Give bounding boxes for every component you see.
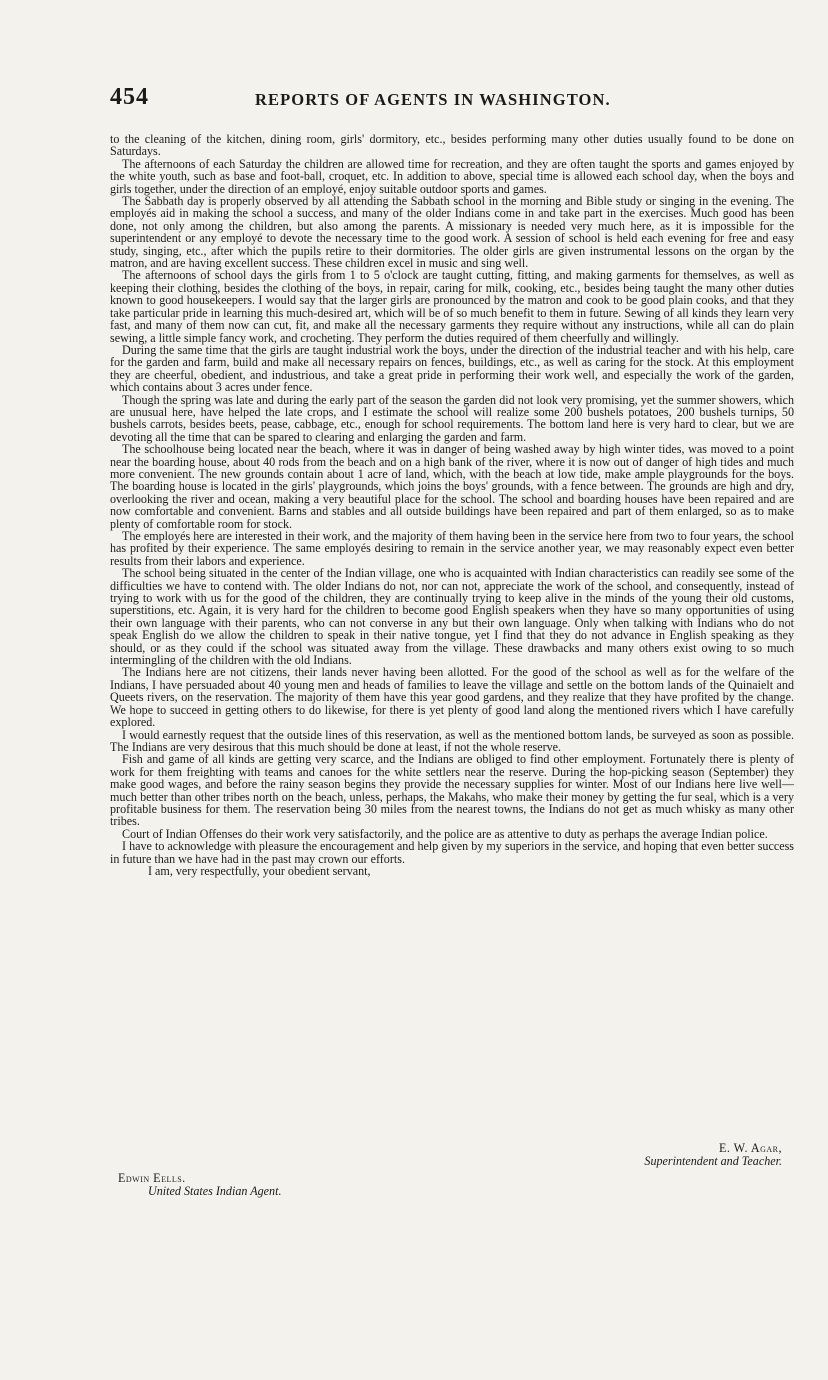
- paragraph: The schoolhouse being located near the beach, where it was in danger of being washed away by high winter tides, was moved to a point near the boarding house, about 40 rods from the beach and on a high bank of the river, where it is now out of danger of high tides and much more convenient. The new grounds contain about 1 acre of land, which, with the beach at low tide, make ample playgrounds for the boys. The boarding house is located in the girls' playgrounds, which joins the boys' grounds, with a fence between. The grounds are high and dry, overlooking the river and ocean, making a very beautiful place for the school. The school and boarding houses have been repaired and are now comfortable and convenient. Barns and stables and all outside buildings have been repaired and part of them enlarged, so as to make plenty of comfortable room for stock.: [110, 442, 794, 531]
- page-number: 454: [110, 84, 149, 110]
- paragraph: The afternoons of school days the girls from 1 to 5 o'clock are taught cutting, fitting, and making garments for themselves, as well as keeping their clothing, besides the clothing of the boys, in repair, caring for milk, cooking, etc., besides being taught the many other duties known to good housekeepers. I would say that the larger girls are pronounced by the matron and cook to be good plain cooks, and that they take particular pride in learning this much-desired art, which will be of so much benefit to them in future. Sewing of all kinds they learn very fast, and many of them now can cut, fit, and make all the necessary garments they require without any instructions, while all can do plain sewing, a little simple fancy work, and crocheting. They perform the duties required of them cheerfully and willingly.: [110, 268, 794, 345]
- signature-title: Superintendent and Teacher.: [644, 1154, 782, 1168]
- paragraph: Fish and game of all kinds are getting very scarce, and the Indians are obliged to find other employment. Fortunately there is plenty of work for them freighting with teams and canoes for the white settlers near the reserve. During the hop-picking season (September) they make good wages, and before the rainy season begins they provide the necessary supplies for winter. Most of our Indians here live well—much better than other tribes north on the beach, unless, perhaps, the Makahs, who make their money by getting the fur seal, which is a very profitable business for them. The reservation being 30 miles from the nearest towns, the Indians do not get as much whisky as many other tribes.: [110, 752, 794, 829]
- addressee-title: United States Indian Agent.: [148, 1184, 282, 1198]
- paragraph: Court of Indian Offenses do their work very satisfactorily, and the police are as attentive to duty as perhaps the average Indian police.: [122, 826, 768, 841]
- signature-name: E. W. Agar,: [718, 1141, 782, 1155]
- running-title: REPORTS OF AGENTS IN WASHINGTON.: [255, 90, 611, 109]
- paragraph: The employés here are interested in their work, and the majority of them having been in the service here from two to four years, the school has profited by their experience. The same employés desiring to remain in the service another year, we may reasonably expect even better results from their labors and experience.: [110, 529, 794, 568]
- paragraph: Though the spring was late and during the early part of the season the garden did not look very promising, yet the summer showers, which are unusual here, have helped the late crops, and I estimate the school will realize some 200 bushels potatoes, 200 bushels turnips, 50 bushels carrots, besides beets, pease, cabbage, etc., enough for school requirements. The bottom land here is very hard to clear, but we are devoting all the time that can be spared to clearing and enlarging the garden and farm.: [110, 392, 794, 444]
- page-header: [110, 84, 720, 118]
- closing-line: I am, very respectfully, your obedient servant,: [148, 863, 371, 878]
- paragraph: The Sabbath day is properly observed by all attending the Sabbath school in the morning and Bible study or singing in the evening. The employés aid in making the school a success, and many of the older Indians come in and take part in the exercises. Much good has been done, not only among the children, but also among the parents. A missionary is needed very much here, as it is impossible for the superintendent or any employé to devote the necessary time to the good work. A session of school is held each evening for free and easy study, singing, etc., after which the pupils retire to their dormitories. The older girls are given instrumental lessons on the organ by the matron, and are having excellent success. These children excel in music and sing well.: [110, 194, 794, 271]
- paragraph: The Indians here are not citizens, their lands never having been allotted. For the good of the school as well as for the welfare of the Indians, I have persuaded about 40 young men and heads of families to leave the village and settle on the bottom lands of the Quinaielt and Queets rivers, on the reservation. The majority of them have this year good gardens, and they realize that they have profited by the change. We hope to succeed in getting others to do likewise, for there is yet plenty of good land along the mentioned rivers which I have carefully explored.: [110, 665, 794, 730]
- paragraph: The school being situated in the center of the Indian village, one who is acquainted with Indian characteristics can readily see some of the difficulties we have to contend with. The older Indians do not, nor can not, appreciate the work of the school, and consequently, instead of trying to work with us for the good of the children, they are continually trying to keep alive in the minds of the young their old customs, superstitions, etc. Again, it is very hard for the children to become good English speakers when they have so many opportunities of using their own language with their parents, who can not converse in any but their own language. Only when talking with Indians who do not speak English do we allow the children to speak in their native tongue, yet I find that they do not advance in English speaking as they should, or as they could if the school was situated away from the village. These drawbacks and many others exist owing to so much intermingling of the children with the old Indians.: [110, 566, 794, 668]
- paragraph: to the cleaning of the kitchen, dining room, girls' dormitory, etc., besides performing many other duties usually found to be done on Saturdays.: [110, 132, 794, 159]
- paragraph: During the same time that the girls are taught industrial work the boys, under the direction of the industrial teacher and with his help, care for the garden and farm, build and make all necessary repairs on fences, buildings, etc., as well as caring for the stock. At this employment they are cheerful, obedient, and industrious, and take a great pride in performing their work well, and especially the work of the garden, which contains about 3 acres under fence.: [110, 342, 794, 395]
- addressee-name: Edwin Eells.: [118, 1171, 186, 1185]
- addressee-block: [118, 1172, 438, 1198]
- paragraph: The afternoons of each Saturday the children are allowed time for recreation, and they are often taught the sports and games enjoyed by the white youth, such as base and foot-ball, croquet, etc. In addition to above, special time is allowed each school day, when the boys and girls together, under the direction of an employé, enjoy suitable outdoor sports and games.: [110, 156, 794, 196]
- signature-block: [560, 1142, 782, 1168]
- report-body: [110, 133, 794, 877]
- paragraph: I have to acknowledge with pleasure the encouragement and help given by my superiors in the service, and hoping that even better success in future than we have had in the past may crown our efforts.: [110, 839, 794, 866]
- paragraph: I would earnestly request that the outside lines of this reservation, as well as the mentioned bottom lands, be surveyed as soon as possible. The Indians are very desirous that this much should be done at least, if not the whole reserve.: [110, 727, 794, 754]
